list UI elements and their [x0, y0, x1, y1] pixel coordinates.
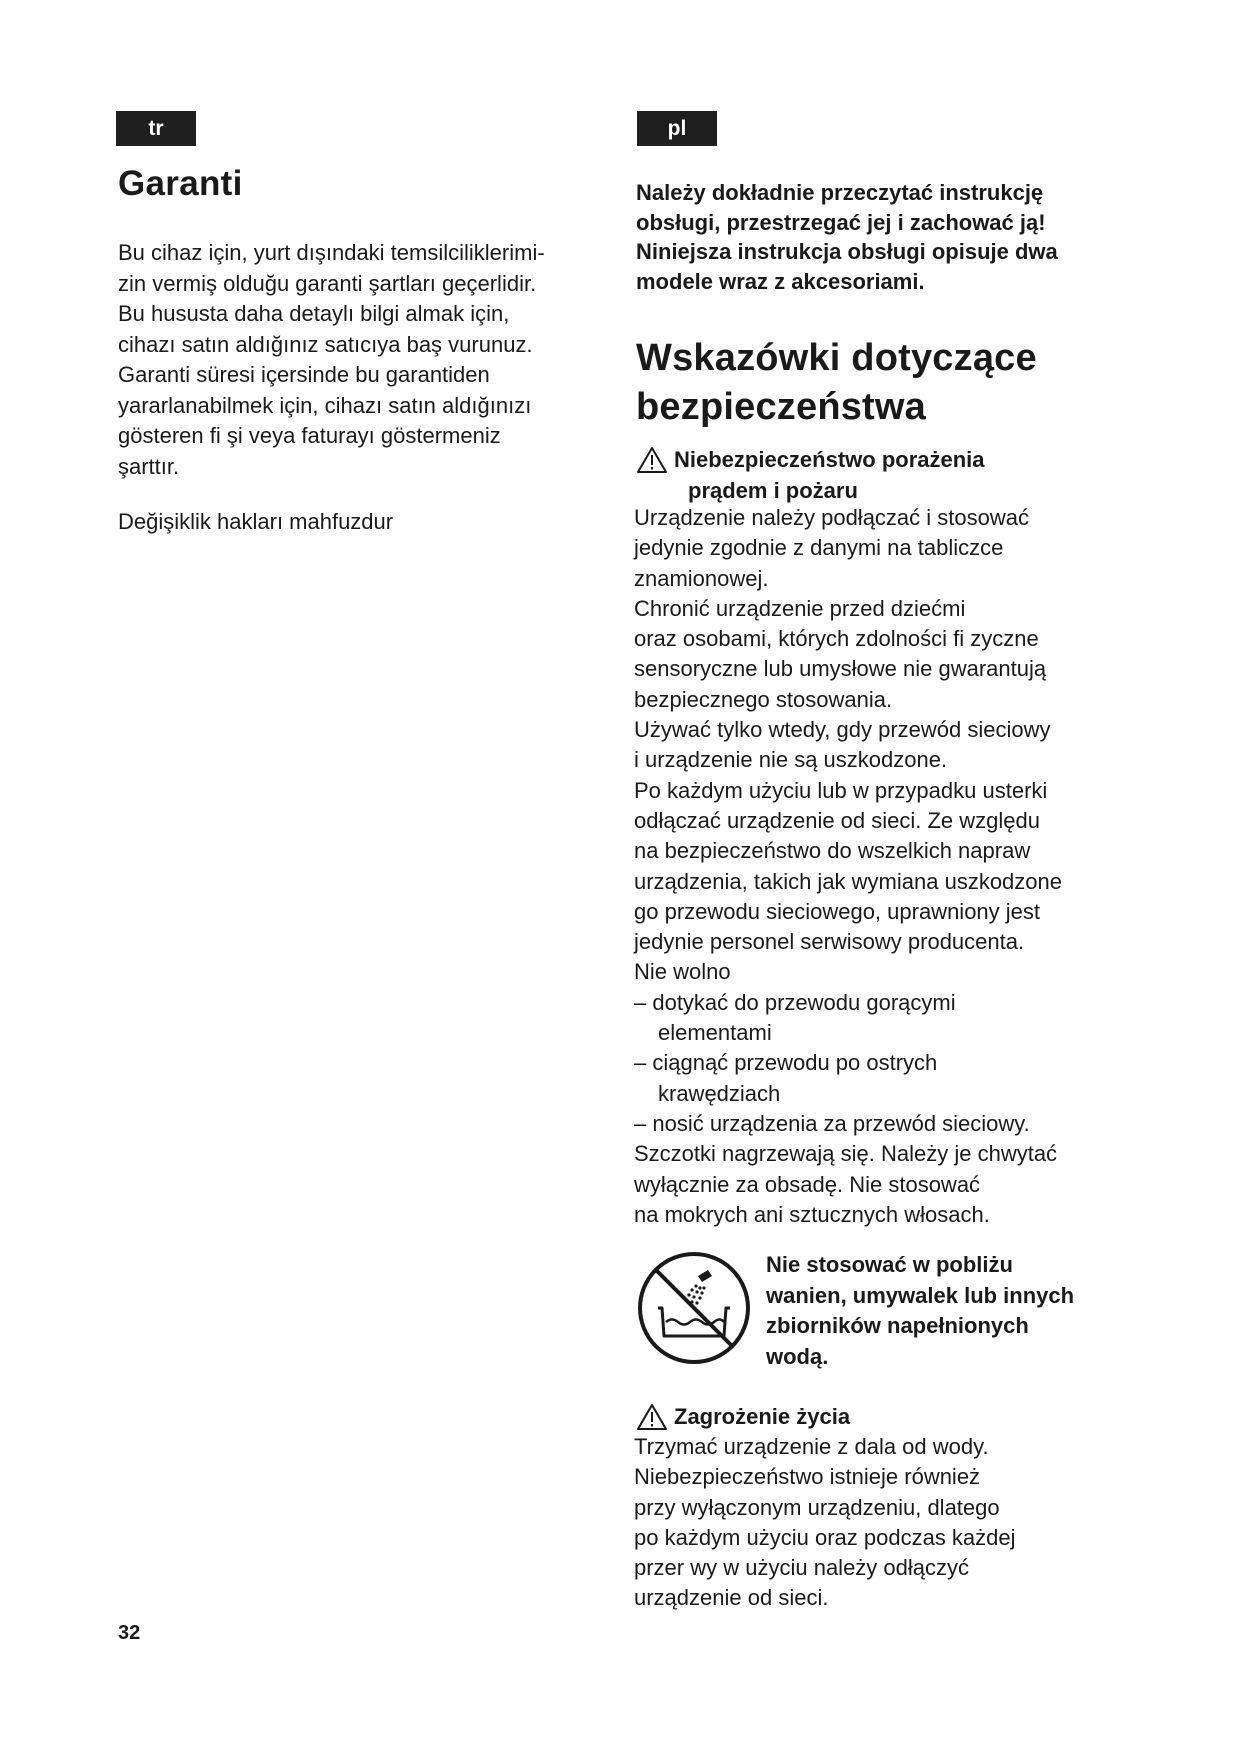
text-line: wanien, umywalek lub innych — [766, 1282, 1075, 1308]
text-line: Bu cihaz için, yurt dışındaki temsilciliklerimi- — [118, 240, 545, 265]
warning-title: Zagrożenie życia — [674, 1404, 851, 1429]
text-line: Po każdym użyciu lub w przypadku usterki — [634, 777, 1048, 803]
text-line: cihazı satın aldığınız satıcıya baş vurunuz. — [118, 331, 533, 357]
tr-warranty-paragraph — [118, 238, 545, 482]
list-item-continuation: krawędziach — [658, 1080, 781, 1106]
text-line: Używać tylko wtedy, gdy przewód sieciowy — [634, 717, 1051, 743]
warning-triangle-icon — [636, 446, 668, 474]
lang-tag-pl: pl — [637, 111, 717, 146]
text-line: wyłącznie za obsadę. Nie stosować — [634, 1171, 981, 1197]
text-line: obsługi, przestrzegać jej i zachować ją! — [636, 209, 1046, 235]
heading-garanti: Garanti — [118, 164, 243, 203]
text-line: przy wyłączonym urządzeniu, dlatego — [634, 1494, 1000, 1520]
text-line: na mokrych ani sztucznych włosach. — [634, 1201, 990, 1227]
text-line: Bu hususta daha detaylı bilgi almak için, — [118, 301, 510, 326]
heading-line: bezpieczeństwa — [636, 386, 927, 428]
no-bathtub-icon — [636, 1250, 752, 1366]
bath-warning-text — [766, 1250, 1074, 1372]
text-line: jedynie zgodnie z danymi na tabliczce — [634, 535, 1004, 561]
text-line: Urządzenie należy podłączać i stosować — [634, 505, 1029, 530]
warning-title-line: Niebezpieczeństwo porażenia — [674, 447, 985, 472]
text-line: Niniejsza instrukcja obsługi opisuje dwa — [636, 239, 1058, 264]
text-line: oraz osobami, których zdolności fi zyczne — [634, 626, 1039, 652]
text-line: modele wraz z akcesoriami. — [636, 268, 925, 294]
text-line: zbiorników napełnionych — [766, 1313, 1029, 1338]
text-line: na bezpieczeństwo do wszelkich napraw — [634, 838, 1031, 864]
list-item: – ciągnąć przewodu po ostrych — [634, 1050, 938, 1076]
list-item: – nosić urządzenia za przewód sieciowy. — [634, 1110, 1030, 1136]
text-line: yararlanabilmek için, cihazı satın aldığınızı — [118, 392, 532, 418]
heading-safety-notes — [636, 334, 1037, 432]
list-item: – dotykać do przewodu gorącymi — [634, 989, 956, 1015]
warning-triangle-icon — [636, 1403, 668, 1431]
text-line: znamionowej. — [634, 565, 769, 591]
text-line: odłączać urządzenie od sieci. Ze względu — [634, 807, 1041, 833]
tr-rights-reserved: Değişiklik hakları mahfuzdur — [118, 509, 394, 534]
text-line: zin vermiş olduğu garanti şartları geçerlidir. — [118, 270, 537, 296]
text-line: Nie wolno — [634, 959, 731, 985]
list-item-continuation: elementami — [658, 1020, 772, 1046]
text-line: wodą. — [766, 1343, 829, 1369]
text-line: urządzenia, takich jak wymiana uszkodzone — [634, 868, 1063, 894]
text-line: po każdym użyciu oraz podczas każdej — [634, 1524, 1016, 1550]
text-line: go przewodu sieciowego, uprawniony jest — [634, 898, 1041, 924]
page-number: 32 — [118, 1622, 141, 1644]
heading-line: Wskazówki dotyczące — [636, 337, 1037, 379]
warning-electric-shock-text — [634, 503, 1154, 1230]
text-line: bezpiecznego stosowania. — [634, 686, 893, 712]
text-line: Trzymać urządzenie z dala od wody. — [634, 1434, 989, 1459]
warning-electric-shock-heading — [636, 445, 985, 506]
text-line: Chronić urządzenie przed dziećmi — [634, 595, 966, 621]
text-line: Niebezpieczeństwo istnieje również — [634, 1464, 981, 1490]
text-line: Garanti süresi içersinde bu garantiden — [118, 362, 490, 387]
warning-danger-to-life-text — [634, 1432, 1154, 1614]
text-line: przer wy w użyciu należy odłączyć — [634, 1555, 970, 1581]
text-line: Nie stosować w pobliżu — [766, 1252, 1013, 1277]
text-line: gösteren fi şi veya faturayı göstermeniz — [118, 423, 501, 448]
lang-tag-tr: tr — [116, 111, 196, 146]
text-line: i urządzenie nie są uszkodzone. — [634, 747, 948, 773]
text-line: urządzenie od sieci. — [634, 1585, 829, 1611]
text-line: şarttır. — [118, 453, 180, 479]
text-line: sensoryczne lub umysłowe nie gwarantują — [634, 656, 1047, 682]
warning-danger-to-life-heading — [636, 1402, 850, 1433]
text-line: Należy dokładnie przeczytać instrukcję — [636, 180, 1044, 205]
text-line: jedynie personel serwisowy producenta. — [634, 929, 1025, 955]
text-line: Szczotki nagrzewają się. Należy je chwytać — [634, 1141, 1058, 1167]
warning-title-line: prądem i pożaru — [688, 477, 858, 503]
pl-intro-paragraph — [636, 178, 1058, 296]
warning-title — [674, 445, 985, 506]
